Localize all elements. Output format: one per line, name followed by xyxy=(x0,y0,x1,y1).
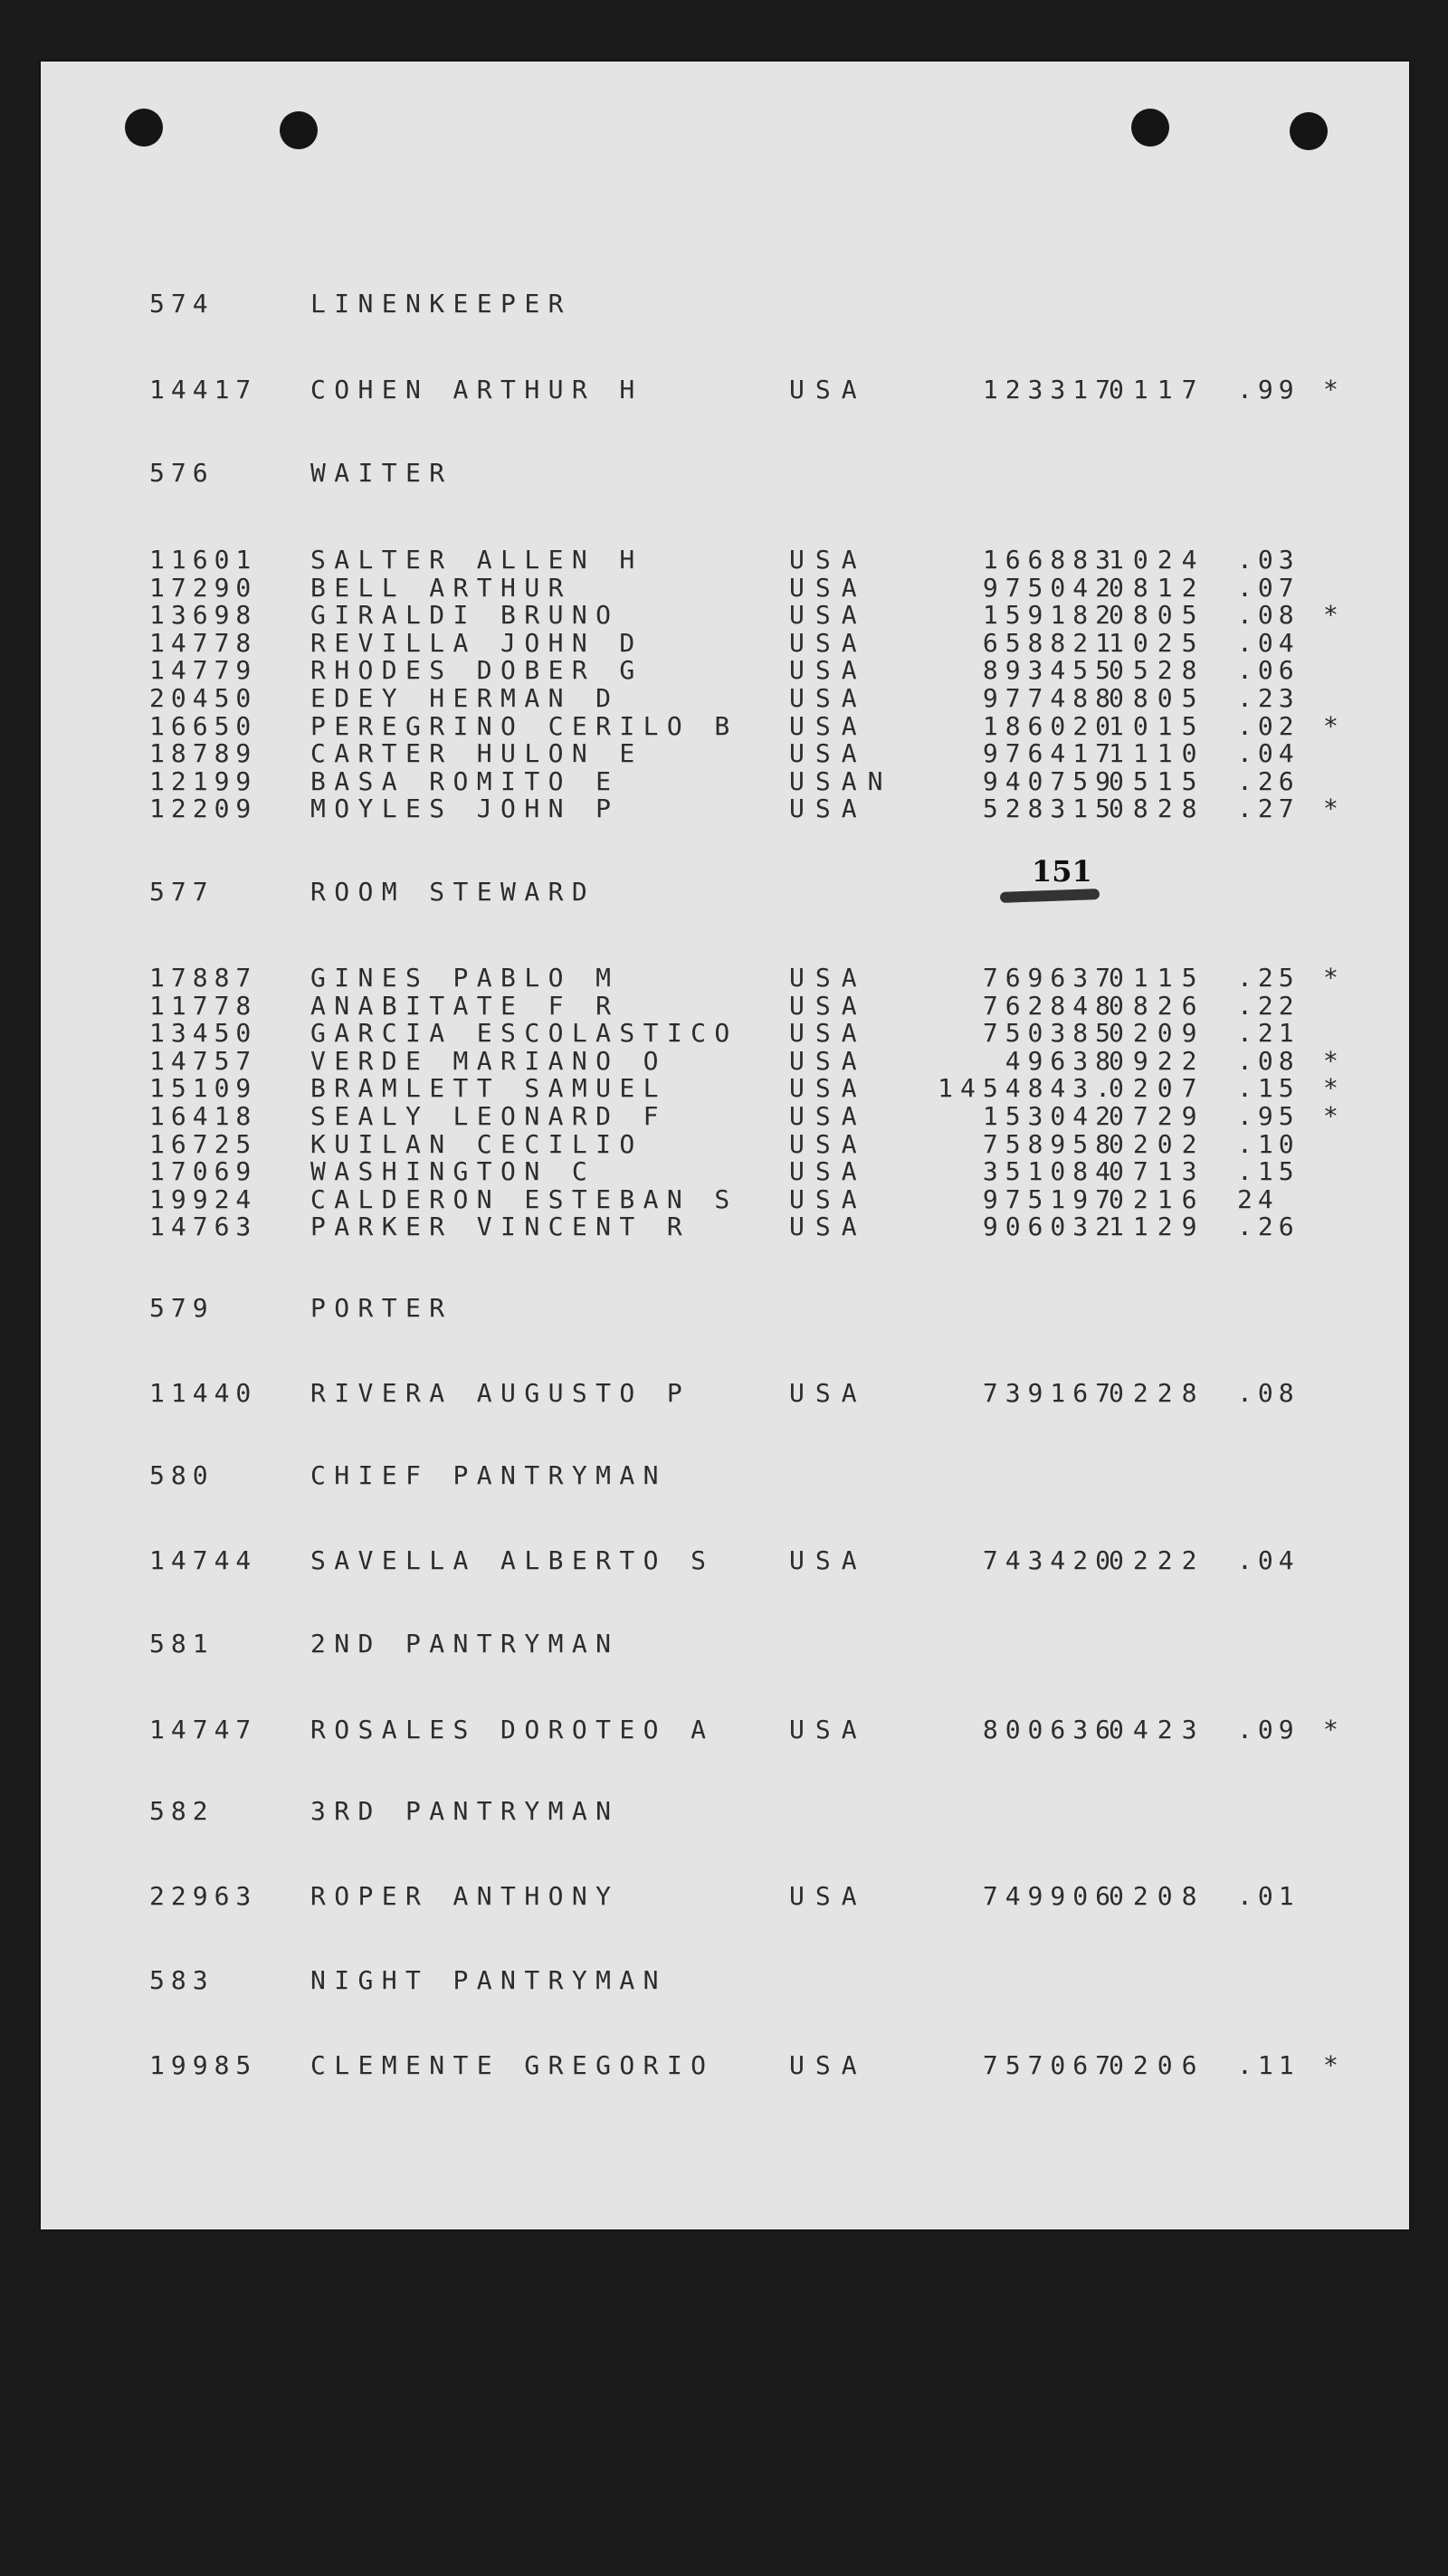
crew-name: CLEMENTE GREGORIO xyxy=(310,2050,715,2080)
nationality: USA xyxy=(789,1378,868,1408)
crew-id: 16418 xyxy=(149,1101,258,1131)
crew-name: PEREGRINO CERILO B xyxy=(310,710,738,741)
date-code: 0117 xyxy=(1109,375,1206,404)
document-number: 351084 xyxy=(982,1156,1118,1187)
section-code: 579 xyxy=(149,1293,214,1323)
crew-id: 16725 xyxy=(149,1128,258,1159)
crew-row xyxy=(41,1716,1409,1744)
document-number: 757067 xyxy=(982,2050,1118,2080)
section-title: PORTER xyxy=(310,1293,453,1323)
document-number: 762848 xyxy=(982,990,1118,1021)
crew-id: 14747 xyxy=(149,1715,258,1744)
punch-hole xyxy=(125,109,163,147)
amount: .26 xyxy=(1237,1212,1300,1242)
amount: .22 xyxy=(1237,990,1300,1021)
amount: .08 xyxy=(1237,600,1300,631)
crew-name: WASHINGTON C xyxy=(310,1156,596,1187)
nationality: USA xyxy=(789,710,868,741)
section-header xyxy=(41,1798,1409,1825)
date-code: 1129 xyxy=(1109,1212,1206,1242)
punch-hole xyxy=(1290,112,1328,150)
nationality: USA xyxy=(789,1881,868,1911)
section-header xyxy=(41,1462,1409,1489)
crew-id: 14778 xyxy=(149,627,258,658)
asterisk-mark: * xyxy=(1323,375,1338,404)
asterisk-mark: * xyxy=(1323,1045,1338,1076)
crew-row xyxy=(41,965,1409,992)
date-code: 0208 xyxy=(1109,1881,1206,1911)
section-header xyxy=(41,1295,1409,1322)
asterisk-mark: * xyxy=(1323,1101,1338,1131)
document-number: 123317 xyxy=(982,375,1118,404)
nationality: USA xyxy=(789,1156,868,1187)
crew-id: 19985 xyxy=(149,2050,258,2080)
crew-row xyxy=(41,1547,1409,1574)
crew-name: CARTER HULON E xyxy=(310,738,643,769)
crew-id: 13698 xyxy=(149,600,258,631)
section-code: 576 xyxy=(149,458,214,488)
asterisk-mark: * xyxy=(1323,1073,1338,1104)
crew-id: 14757 xyxy=(149,1045,258,1076)
section-title: 2ND PANTRYMAN xyxy=(310,1629,620,1659)
crew-name: SAVELLA ALBERTO S xyxy=(310,1545,715,1575)
document-number: 49638 xyxy=(1005,1045,1118,1076)
punch-hole xyxy=(280,111,318,149)
nationality: USA xyxy=(789,600,868,631)
date-code: 0528 xyxy=(1109,655,1206,686)
crew-row xyxy=(41,376,1409,404)
crew-row xyxy=(41,1103,1409,1130)
nationality: USA xyxy=(789,1018,868,1049)
amount: .27 xyxy=(1237,794,1300,824)
date-code: 0922 xyxy=(1109,1045,1206,1076)
nationality: USA xyxy=(789,1101,868,1131)
section-title: ROOM STEWARD xyxy=(310,877,596,907)
document-number: 906032 xyxy=(982,1212,1118,1242)
crew-id: 22963 xyxy=(149,1881,258,1911)
crew-name: GIRALDI BRUNO xyxy=(310,600,620,631)
date-code: 0515 xyxy=(1109,765,1206,796)
section-code: 577 xyxy=(149,877,214,907)
asterisk-mark: * xyxy=(1323,1715,1338,1744)
crew-name: GARCIA ESCOLASTICO xyxy=(310,1018,738,1049)
amount: .01 xyxy=(1237,1881,1300,1911)
crew-id: 11440 xyxy=(149,1378,258,1408)
crew-id: 11778 xyxy=(149,990,258,1021)
crew-row xyxy=(41,1128,1409,1159)
crew-name: RHODES DOBER G xyxy=(310,655,643,686)
crew-row xyxy=(41,1075,1409,1102)
amount: .26 xyxy=(1237,765,1300,796)
section-title: NIGHT PANTRYMAN xyxy=(310,1965,667,1995)
asterisk-mark: * xyxy=(1323,794,1338,824)
amount: .08 xyxy=(1237,1045,1300,1076)
nationality: USA xyxy=(789,1073,868,1104)
crew-id: 17069 xyxy=(149,1156,258,1187)
date-code: 0805 xyxy=(1109,683,1206,713)
crew-id: 17887 xyxy=(149,963,258,993)
nationality: USA xyxy=(789,1545,868,1575)
amount: .95 xyxy=(1237,1101,1300,1131)
nationality: USA xyxy=(789,1212,868,1242)
section-title: LINENKEEPER xyxy=(310,289,572,318)
document-number: 769637 xyxy=(982,963,1118,993)
section-title: WAITER xyxy=(310,458,453,488)
document-number: 528315 xyxy=(982,794,1118,824)
section-code: 574 xyxy=(149,289,214,318)
crew-row xyxy=(41,1883,1409,1910)
section-header xyxy=(41,460,1409,487)
nationality: USA xyxy=(789,572,868,603)
crew-row xyxy=(41,710,1409,741)
nationality: USA xyxy=(789,375,868,404)
document-number: 153042 xyxy=(982,1101,1118,1131)
crew-id: 14763 xyxy=(149,1212,258,1242)
document-number: 976417 xyxy=(982,738,1118,769)
nationality: USA xyxy=(789,627,868,658)
crew-row xyxy=(41,572,1409,603)
amount: .15 xyxy=(1237,1073,1300,1104)
amount: .07 xyxy=(1237,572,1300,603)
crew-name: BRAMLETT SAMUEL xyxy=(310,1073,667,1104)
nationality: USA xyxy=(789,794,868,824)
nationality: USA xyxy=(789,1045,868,1076)
date-code: 0713 xyxy=(1109,1156,1206,1187)
section-title: 3RD PANTRYMAN xyxy=(310,1796,620,1826)
document-number: 739167 xyxy=(982,1378,1118,1408)
asterisk-mark: * xyxy=(1323,963,1338,993)
crew-name: REVILLA JOHN D xyxy=(310,627,643,658)
amount: .23 xyxy=(1237,683,1300,713)
asterisk-mark: * xyxy=(1323,710,1338,741)
crew-name: BASA ROMITO E xyxy=(310,765,620,796)
document-number: 758958 xyxy=(982,1128,1118,1159)
date-code: 0729 xyxy=(1109,1101,1206,1131)
date-code: 0828 xyxy=(1109,794,1206,824)
document-number: 159182 xyxy=(982,600,1118,631)
date-code: 1024 xyxy=(1109,545,1206,575)
crew-id: 12209 xyxy=(149,794,258,824)
section-code: 583 xyxy=(149,1965,214,1995)
amount: .21 xyxy=(1237,1018,1300,1049)
amount: .06 xyxy=(1237,655,1300,686)
amount: .03 xyxy=(1237,545,1300,575)
date-code: 0805 xyxy=(1109,600,1206,631)
crew-name: COHEN ARTHUR H xyxy=(310,375,643,404)
document-number: 166883 xyxy=(982,545,1118,575)
date-code: 0222 xyxy=(1109,1545,1206,1575)
crew-id: 14744 xyxy=(149,1545,258,1575)
amount: .09 xyxy=(1237,1715,1300,1744)
crew-row xyxy=(41,1183,1409,1214)
punch-hole xyxy=(1131,109,1169,147)
amount: .04 xyxy=(1237,1545,1300,1575)
crew-row xyxy=(41,765,1409,796)
crew-row xyxy=(41,657,1409,684)
crew-name: GINES PABLO M xyxy=(310,963,620,993)
section-title: CHIEF PANTRYMAN xyxy=(310,1460,667,1490)
section-header xyxy=(41,290,1409,318)
amount: .25 xyxy=(1237,963,1300,993)
crew-row xyxy=(41,2052,1409,2079)
crew-id: 16650 xyxy=(149,710,258,741)
nationality: USA xyxy=(789,738,868,769)
crew-name: ROSALES DOROTEO A xyxy=(310,1715,715,1744)
crew-row xyxy=(41,795,1409,822)
crew-id: 14417 xyxy=(149,375,258,404)
nationality: USA xyxy=(789,963,868,993)
crew-name: VERDE MARIANO O xyxy=(310,1045,667,1076)
crew-row xyxy=(41,1158,1409,1185)
crew-row xyxy=(41,602,1409,629)
date-code: 0228 xyxy=(1109,1378,1206,1408)
section-header xyxy=(41,879,1409,906)
crew-name: SALTER ALLEN H xyxy=(310,545,643,575)
section-code: 580 xyxy=(149,1460,214,1490)
crew-id: 13450 xyxy=(149,1018,258,1049)
crew-name: KUILAN CECILIO xyxy=(310,1128,643,1159)
amount: 24 xyxy=(1237,1183,1279,1214)
document-number: 893455 xyxy=(982,655,1118,686)
date-code: 0207 xyxy=(1109,1073,1206,1104)
amount: .15 xyxy=(1237,1156,1300,1187)
crew-row xyxy=(41,990,1409,1021)
date-code: 0206 xyxy=(1109,2050,1206,2080)
date-code: 0216 xyxy=(1109,1183,1206,1214)
crew-id: 17290 xyxy=(149,572,258,603)
date-code: 0209 xyxy=(1109,1018,1206,1049)
amount: .11 xyxy=(1237,2050,1300,2080)
date-code: 0826 xyxy=(1109,990,1206,1021)
nationality: USA xyxy=(789,1715,868,1744)
nationality: USAN xyxy=(789,765,894,796)
nationality: USA xyxy=(789,545,868,575)
crew-row xyxy=(41,740,1409,767)
page-number: 151 xyxy=(1032,854,1092,889)
crew-id: 19924 xyxy=(149,1183,258,1214)
section-header xyxy=(41,1967,1409,1994)
crew-name: ROPER ANTHONY xyxy=(310,1881,620,1911)
crew-id: 18789 xyxy=(149,738,258,769)
document-page xyxy=(41,62,1409,2229)
document-number: 977488 xyxy=(982,683,1118,713)
crew-row xyxy=(41,627,1409,658)
date-code: 0812 xyxy=(1109,572,1206,603)
crew-name: PARKER VINCENT R xyxy=(310,1212,691,1242)
crew-row xyxy=(41,1380,1409,1407)
crew-row xyxy=(41,547,1409,574)
section-header xyxy=(41,1630,1409,1658)
section-code: 581 xyxy=(149,1629,214,1659)
amount: .02 xyxy=(1237,710,1300,741)
crew-row xyxy=(41,685,1409,712)
crew-row xyxy=(41,1213,1409,1240)
document-number: 743420 xyxy=(982,1545,1118,1575)
nationality: USA xyxy=(789,683,868,713)
document-number: 800636 xyxy=(982,1715,1118,1744)
nationality: USA xyxy=(789,990,868,1021)
document-number: 186020 xyxy=(982,710,1118,741)
section-code: 582 xyxy=(149,1796,214,1826)
nationality: USA xyxy=(789,655,868,686)
nationality: USA xyxy=(789,2050,868,2080)
date-code: 0202 xyxy=(1109,1128,1206,1159)
crew-id: 14779 xyxy=(149,655,258,686)
amount: .04 xyxy=(1237,738,1300,769)
amount: .10 xyxy=(1237,1128,1300,1159)
crew-id: 20450 xyxy=(149,683,258,713)
date-code: 1025 xyxy=(1109,627,1206,658)
crew-name: SEALY LEONARD F xyxy=(310,1101,667,1131)
date-code: 1015 xyxy=(1109,710,1206,741)
date-code: 1110 xyxy=(1109,738,1206,769)
crew-name: MOYLES JOHN P xyxy=(310,794,620,824)
nationality: USA xyxy=(789,1183,868,1214)
date-code: 0115 xyxy=(1109,963,1206,993)
document-number: 975042 xyxy=(982,572,1118,603)
asterisk-mark: * xyxy=(1323,2050,1338,2080)
amount: .08 xyxy=(1237,1378,1300,1408)
document-number: 749906 xyxy=(982,1881,1118,1911)
date-code: 0423 xyxy=(1109,1715,1206,1744)
amount: .99 xyxy=(1237,375,1300,404)
crew-name: CALDERON ESTEBAN S xyxy=(310,1183,738,1214)
amount: .04 xyxy=(1237,627,1300,658)
asterisk-mark: * xyxy=(1323,600,1338,631)
crew-name: BELL ARTHUR xyxy=(310,572,572,603)
crew-id: 15109 xyxy=(149,1073,258,1104)
document-number: 750385 xyxy=(982,1018,1118,1049)
document-number: 940759 xyxy=(982,765,1118,796)
crew-name: EDEY HERMAN D xyxy=(310,683,620,713)
crew-row xyxy=(41,1045,1409,1076)
nationality: USA xyxy=(789,1128,868,1159)
document-number: 658821 xyxy=(982,627,1118,658)
document-number: 975197 xyxy=(982,1183,1118,1214)
crew-name: RIVERA AUGUSTO P xyxy=(310,1378,691,1408)
crew-name: ANABITATE F R xyxy=(310,990,620,1021)
document-number: 1454843. xyxy=(938,1073,1118,1104)
crew-row xyxy=(41,1020,1409,1047)
crew-id: 11601 xyxy=(149,545,258,575)
crew-id: 12199 xyxy=(149,765,258,796)
